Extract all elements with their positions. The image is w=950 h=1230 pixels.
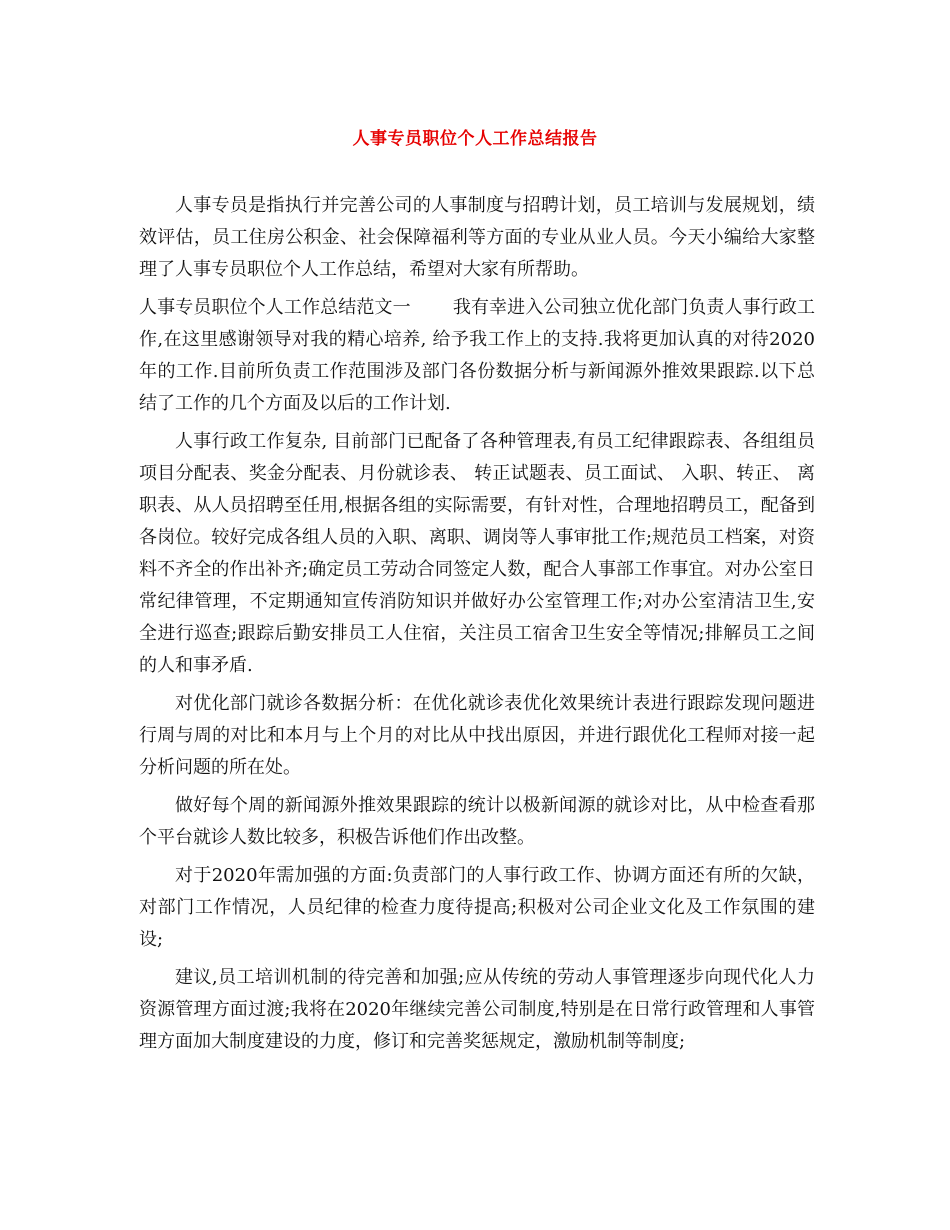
- document-body: [139, 190, 815, 1064]
- paragraph-1: 我有幸进入公司独立优化部门负责人事行政工作,在这里感谢领导对我的精心培养, 给予我工作上的支持.我将更加认真的对待2020年的工作.目前所负责工作范围涉及部门各份数据分析与新闻源外推效果跟踪.以下总结了工作的几个方面及以后的工作计划.: [139, 297, 816, 414]
- section-paragraph: [139, 292, 815, 420]
- paragraph-3: 对优化部门就诊各数据分析：在优化就诊表优化效果统计表进行跟踪发现问题进行周与周的对比和本月与上个月的对比从中找出原因，并进行跟优化工程师对接一起分析问题的所在处。: [139, 693, 815, 778]
- paragraph-2: 人事行政工作复杂, 目前部门已配备了各种管理表,有员工纪律跟踪表、各组组员项目分配表、奖金分配表、月份就诊表、 转正试题表、员工面试、 入职、转正、 离职表、从人员招聘至任用,根据各组的实际需要，有针对性，合理地招聘员工，配备到各岗位。较好完成各组人员的入职、离职、调岗等人事审批工作;规范员工档案，对资料不齐全的作出补齐;确定员工劳动合同签定人数，配合人事部工作事宜。对办公室日常纪律管理，不定期通知宣传消防知识并做好办公室管理工作;对办公室清洁卫生,安全进行巡查;跟踪后勤安排员工人住宿，关注员工宿舍卫生安全等情况;排解员工之间的人和事矛盾.: [139, 431, 816, 676]
- intro-paragraph: 人事专员是指执行并完善公司的人事制度与招聘计划，员工培训与发展规划，绩效评估，员工住房公积金、社会保障福利等方面的专业从业人员。今天小编给大家整理了人事专员职位个人工作总结，希望对大家有所帮助。: [139, 195, 815, 280]
- paragraph-6: 建议,员工培训机制的待完善和加强;应从传统的劳动人事管理逐步向现代化人力资源管理方面过渡;我将在2020年继续完善公司制度,特别是在日常行政管理和人事管理方面加大制度建设的力度，修订和完善奖惩规定，激励机制等制度;: [139, 967, 815, 1052]
- paragraph-4: 做好每个周的新闻源外推效果跟踪的统计以极新闻源的就诊对比，从中检查看那个平台就诊人数比较多，积极告诉他们作出改整。: [139, 795, 815, 848]
- section-heading: 人事专员职位个人工作总结范文一: [139, 297, 411, 318]
- paragraph-5: 对于2020年需加强的方面:负责部门的人事行政工作、协调方面还有所的欠缺，对部门工作情况，人员纪律的检查力度待提高;积极对公司企业文化及工作氛围的建设;: [139, 865, 815, 950]
- document-title: 人事专员职位个人工作总结报告: [352, 129, 598, 149]
